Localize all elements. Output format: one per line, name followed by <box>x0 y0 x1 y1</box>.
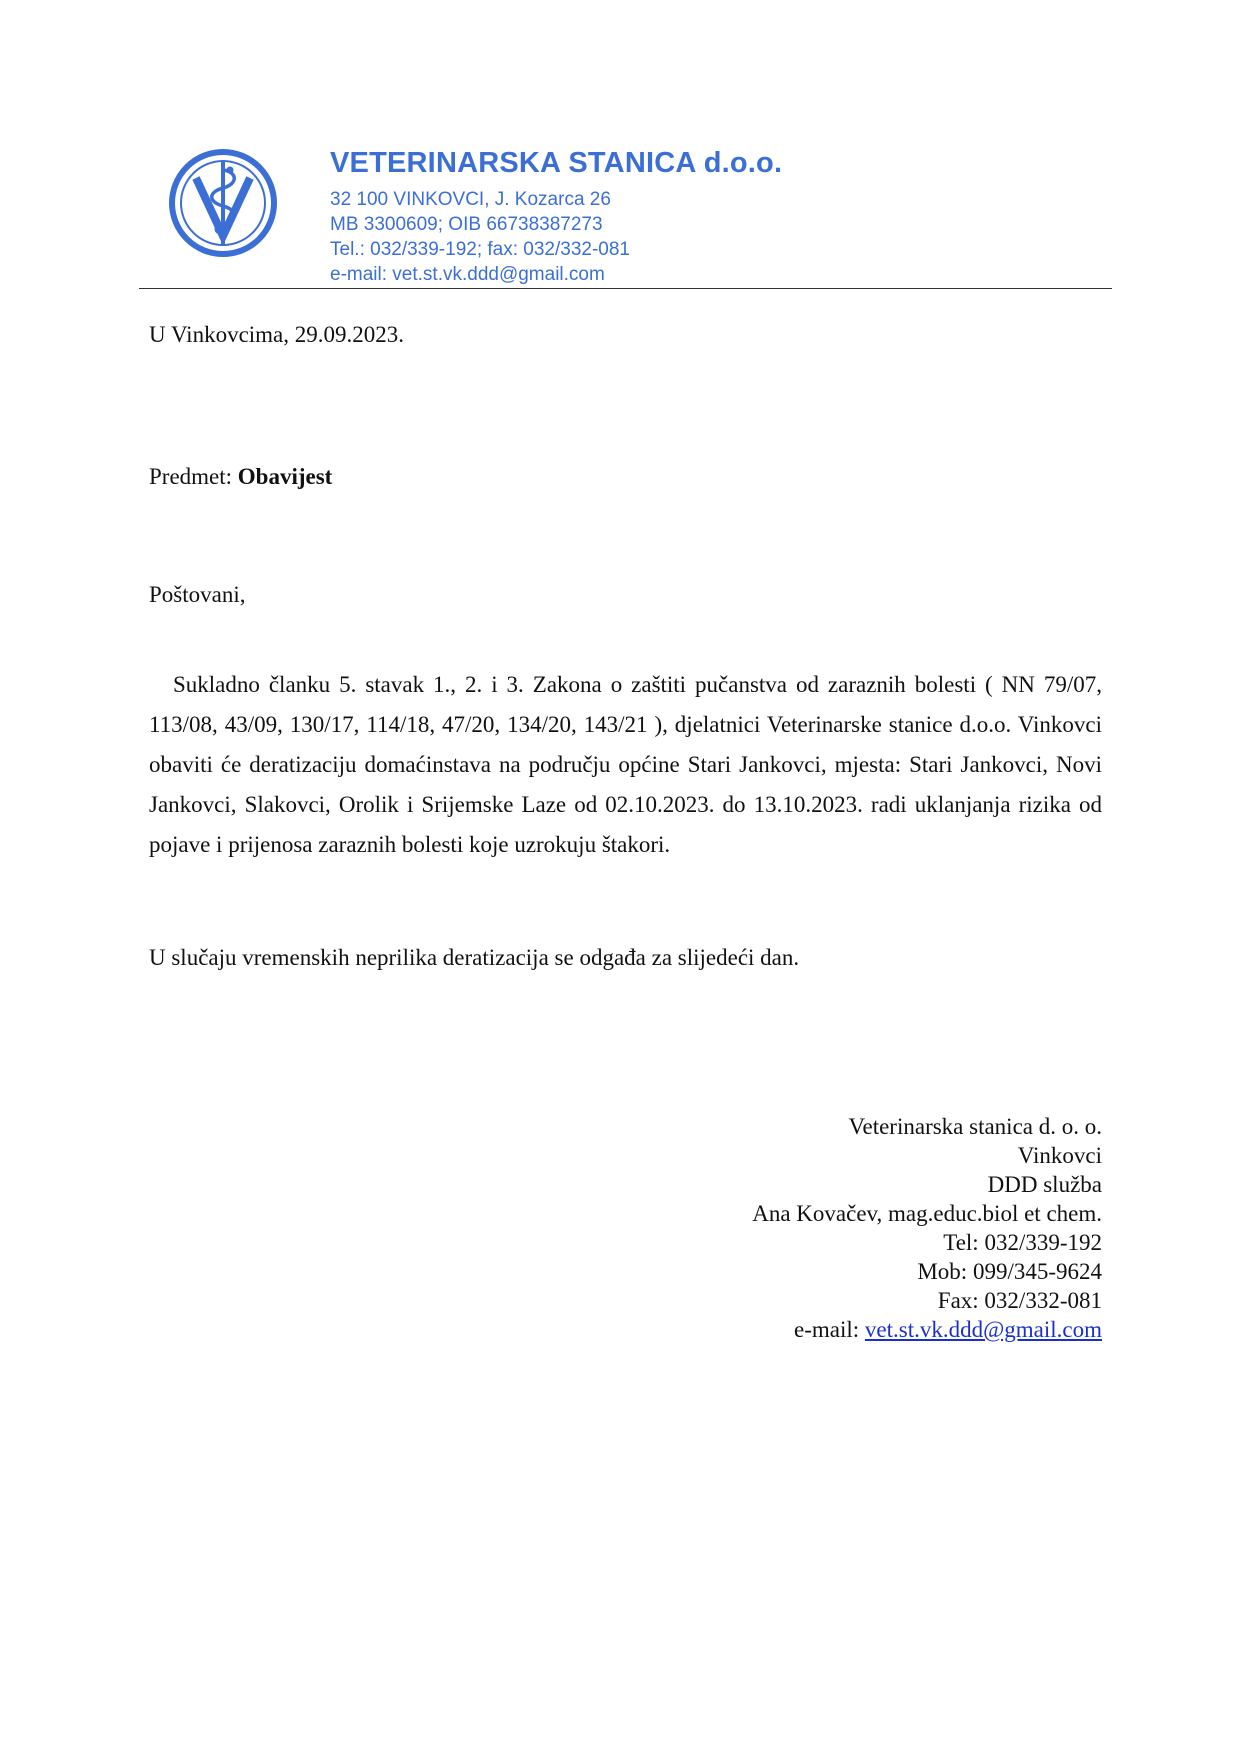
organization-ids: MB 3300609; OIB 66738387273 <box>330 214 603 235</box>
letter-greeting: Poštovani, <box>149 582 246 607</box>
signature-city: Vinkovci <box>1017 1143 1102 1168</box>
header-divider <box>139 288 1112 289</box>
signature-email-line <box>752 1315 1102 1344</box>
signature-department: DDD služba <box>987 1172 1102 1197</box>
signature-block <box>752 1112 1102 1344</box>
signature-tel: Tel: 032/339-192 <box>943 1230 1102 1255</box>
signature-company: Veterinarska stanica d. o. o. <box>848 1114 1102 1139</box>
organization-name: VETERINARSKA STANICA d.o.o. <box>330 147 783 179</box>
subject-value: Obavijest <box>237 464 333 489</box>
letter-note: U slučaju vremenskih neprilika deratizacija se odgađa za slijedeći dan. <box>149 945 800 970</box>
organization-address: 32 100 VINKOVCI, J. Kozarca 26 <box>330 189 611 210</box>
letter-date: U Vinkovcima, 29.09.2023. <box>149 322 405 347</box>
organization-phones: Tel.: 032/339-192; fax: 032/332-081 <box>330 239 631 260</box>
subject-label: Predmet: <box>149 464 233 489</box>
organization-email: e-mail: vet.st.vk.ddd@gmail.com <box>330 264 605 285</box>
veterinary-logo-icon <box>168 148 278 258</box>
signature-fax: Fax: 032/332-081 <box>937 1288 1102 1313</box>
signature-mobile: Mob: 099/345-9624 <box>917 1259 1102 1284</box>
organization-header <box>330 145 782 287</box>
signature-email-label: e-mail: <box>794 1317 860 1342</box>
signature-email-link[interactable]: vet.st.vk.ddd@gmail.com <box>864 1317 1102 1342</box>
letter-subject <box>149 462 332 491</box>
letter-body-paragraph: Sukladno članku 5. stavak 1., 2. i 3. Zakona o zaštiti pučanstva od zaraznih bolesti ( NN 79/07, 113/08, 43/09, 130/17, 114/18, 47/20, 134/20, 143/21 ), djelatnici Veterinarske stanice d.o.o. Vinkovci obaviti će deratizaciju domaćinstava na području općine Stari Jankovci, mjesta: Stari Jankovci, Novi Jankovci, Slakovci, Orolik i Srijemske Laze od 02.10.2023. do 13.10.2023. radi uklanjanja rizika od pojave i prijenosa zaraznih bolesti koje uzrokuju štakori. <box>149 672 1102 857</box>
signature-person: Ana Kovačev, mag.educ.biol et chem. <box>752 1201 1102 1226</box>
